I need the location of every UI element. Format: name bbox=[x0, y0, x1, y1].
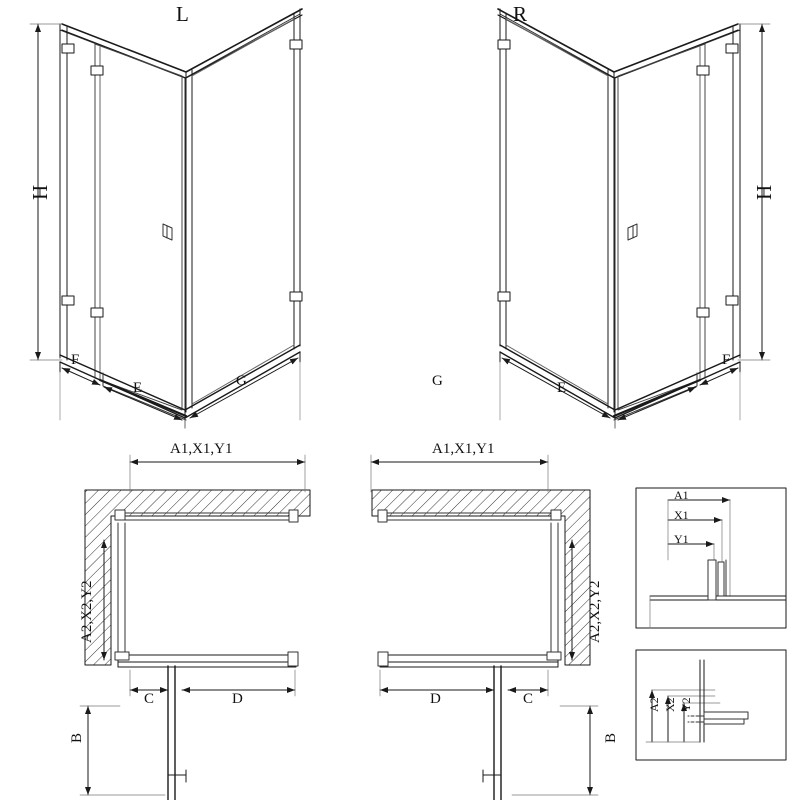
label-detail-Y2: Y2 bbox=[679, 697, 693, 712]
label-B-left: B bbox=[69, 732, 85, 743]
label-A1X1Y1-right: A1,X1,Y1 bbox=[432, 441, 495, 457]
plan-view-left bbox=[80, 455, 310, 800]
label-detail-X2: X2 bbox=[663, 697, 677, 712]
label-hand-right: R bbox=[513, 2, 528, 26]
label-E-right: E bbox=[557, 380, 567, 396]
label-C-right: C bbox=[523, 691, 534, 707]
label-F-left: F bbox=[71, 352, 80, 368]
label-detail-A1: A1 bbox=[674, 488, 689, 502]
detail-view-upper bbox=[636, 488, 786, 628]
label-C-left: C bbox=[144, 691, 155, 707]
label-detail-X1: X1 bbox=[674, 508, 689, 522]
label-D-right: D bbox=[430, 691, 441, 707]
label-A1X1Y1-left: A1,X1,Y1 bbox=[170, 441, 233, 457]
label-B-right: B bbox=[603, 732, 619, 743]
label-D-left: D bbox=[232, 691, 243, 707]
label-G-left: G bbox=[236, 373, 247, 389]
label-G-right: G bbox=[432, 373, 443, 389]
label-A2X2Y2-right: A2,X2,Y2 bbox=[587, 580, 603, 643]
label-E-left: E bbox=[133, 380, 143, 396]
label-A2X2Y2-left: A2,X2,Y2 bbox=[79, 580, 95, 643]
label-hand-left: L bbox=[176, 2, 189, 26]
label-F-right: F bbox=[722, 352, 731, 368]
plan-view-right bbox=[371, 455, 598, 800]
label-detail-A2: A2 bbox=[647, 697, 661, 712]
label-H-right: H bbox=[752, 184, 776, 200]
label-detail-Y1: Y1 bbox=[674, 532, 689, 546]
label-H-left: H bbox=[28, 184, 52, 200]
